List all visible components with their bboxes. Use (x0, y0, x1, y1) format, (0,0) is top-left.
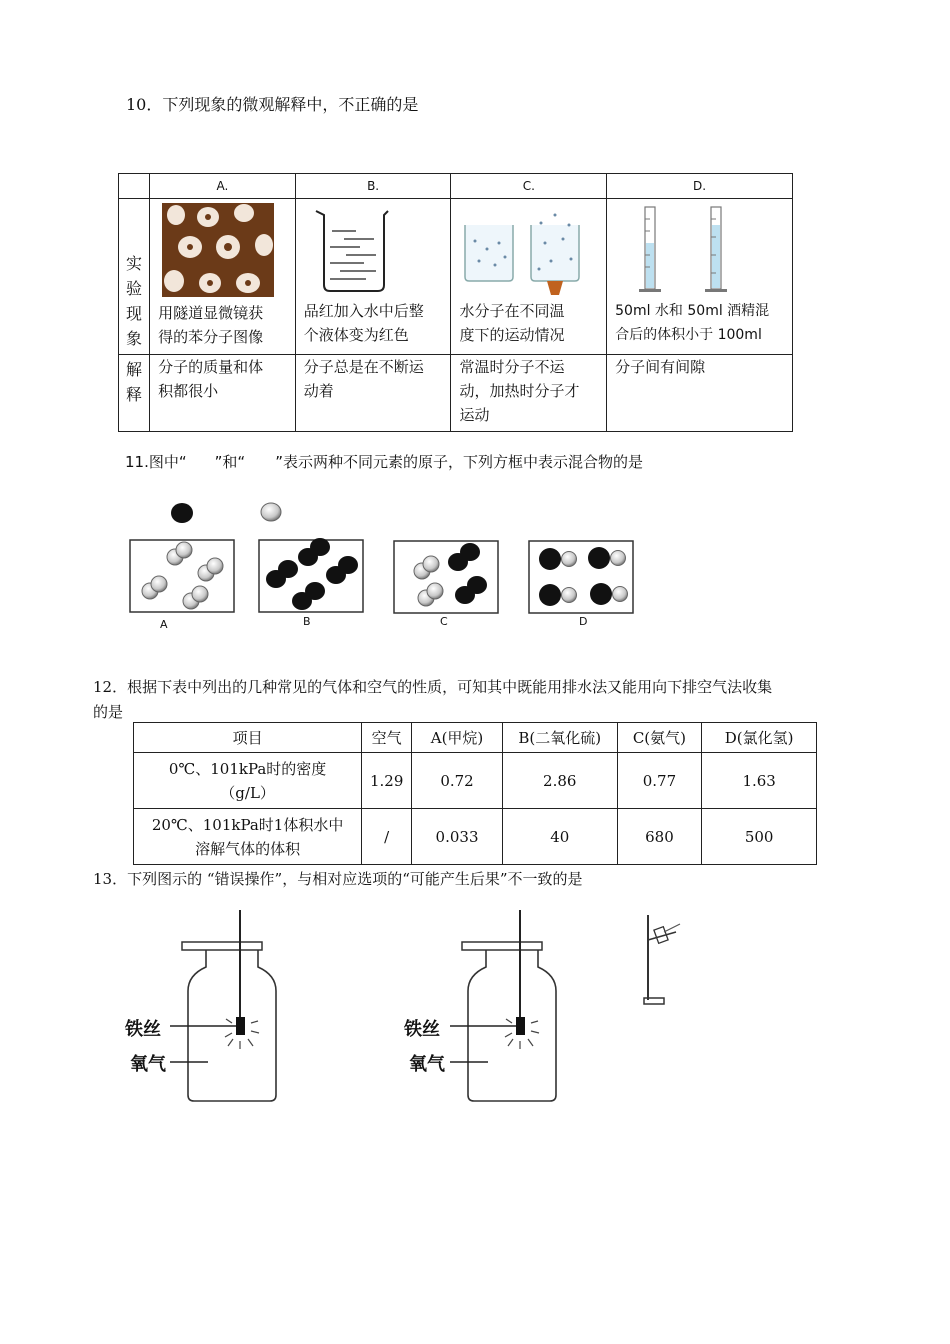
q13-stem: 13．下列图示的 “错误操作”，与相对应选项的“可能产生后果”不一致的是 (93, 870, 583, 888)
jar-diagram-1 (170, 905, 300, 1105)
q12-stem-line1: 12．根据下表中列出的几种常见的气体和空气的性质，可知其中既能用排水法又能用向下排空气法收集 (93, 678, 773, 696)
header-item: 项目 (134, 723, 362, 753)
header-d: D. (607, 174, 793, 199)
density-air: 1.29 (362, 753, 412, 809)
q12-stem-line2: 的是 (93, 703, 124, 721)
solubility-d: 500 (702, 809, 817, 865)
header-b: B(二氧化硫) (502, 723, 617, 753)
phenomenon-b: 品红加入水中后整 个液体变为红色 (295, 199, 451, 355)
density-b: 2.86 (502, 753, 617, 809)
header-a: A. (150, 174, 296, 199)
box-d-label: D (579, 615, 588, 628)
iron-wire-label-1: 铁丝 (125, 1019, 161, 1040)
density-d: 1.63 (702, 753, 817, 809)
box-c (394, 541, 498, 613)
row-label-phenomenon: 实 验 现 象 (119, 199, 150, 355)
corner-cell (119, 174, 150, 199)
q12-table (133, 722, 817, 865)
explanation-c: 常温时分子不运 动，加热时分子才 运动 (451, 355, 607, 432)
q10-stem: 10．下列现象的微观解释中，不正确的是 (126, 95, 419, 114)
density-a: 0.72 (412, 753, 503, 809)
density-c: 0.77 (617, 753, 702, 809)
iron-wire-label-2: 铁丝 (404, 1019, 440, 1040)
explanation-a: 分子的质量和体 积都很小 (150, 355, 296, 432)
q10-table (118, 173, 793, 432)
benzene-stm-image (162, 203, 274, 297)
solubility-a: 0.033 (412, 809, 503, 865)
phenomenon-d: 50ml 水和 50ml 酒精混 合后的体积小于 100ml (607, 199, 793, 355)
box-b-label: B (303, 615, 311, 628)
solubility-air: / (362, 809, 412, 865)
black-atom-legend (171, 503, 193, 523)
q11-atoms-diagram (120, 495, 680, 635)
phenomenon-c: 水分子在不同温 度下的运动情况 (451, 199, 607, 355)
jar-diagram-2 (450, 905, 580, 1105)
oxygen-label-1: 氧气 (130, 1054, 166, 1075)
box-c-label: C (440, 615, 448, 628)
header-c: C(氨气) (617, 723, 702, 753)
row-density-label: 0℃、101kPa时的密度 （g/L） (134, 753, 362, 809)
row-solubility-label: 20℃、101kPa时1体积水中 溶解气体的体积 (134, 809, 362, 865)
iron-stand-icon (632, 910, 692, 1010)
solubility-b: 40 (502, 809, 617, 865)
white-atom-legend (261, 503, 281, 521)
two-beakers-icon (459, 203, 599, 299)
q11-stem: 11.图中“ ”和“ ”表示两种不同元素的原子，下列方框中表示混合物的是 (125, 453, 643, 471)
oxygen-label-2: 氧气 (409, 1054, 445, 1075)
explanation-d: 分子间有间隙 (607, 355, 793, 432)
header-air: 空气 (362, 723, 412, 753)
header-c: C. (451, 174, 607, 199)
explanation-b: 分子总是在不断运 动着 (295, 355, 451, 432)
graduated-cylinders-icon (615, 203, 775, 299)
beaker-icon (304, 203, 444, 299)
header-a: A(甲烷) (412, 723, 503, 753)
row-label-explanation: 解 释 (119, 355, 150, 432)
header-b: B. (295, 174, 451, 199)
header-d: D(氯化氢) (702, 723, 817, 753)
solubility-c: 680 (617, 809, 702, 865)
phenomenon-a: 用隧道显微镜获 得的苯分子图像 (150, 199, 296, 355)
box-a-label: A (160, 618, 168, 631)
